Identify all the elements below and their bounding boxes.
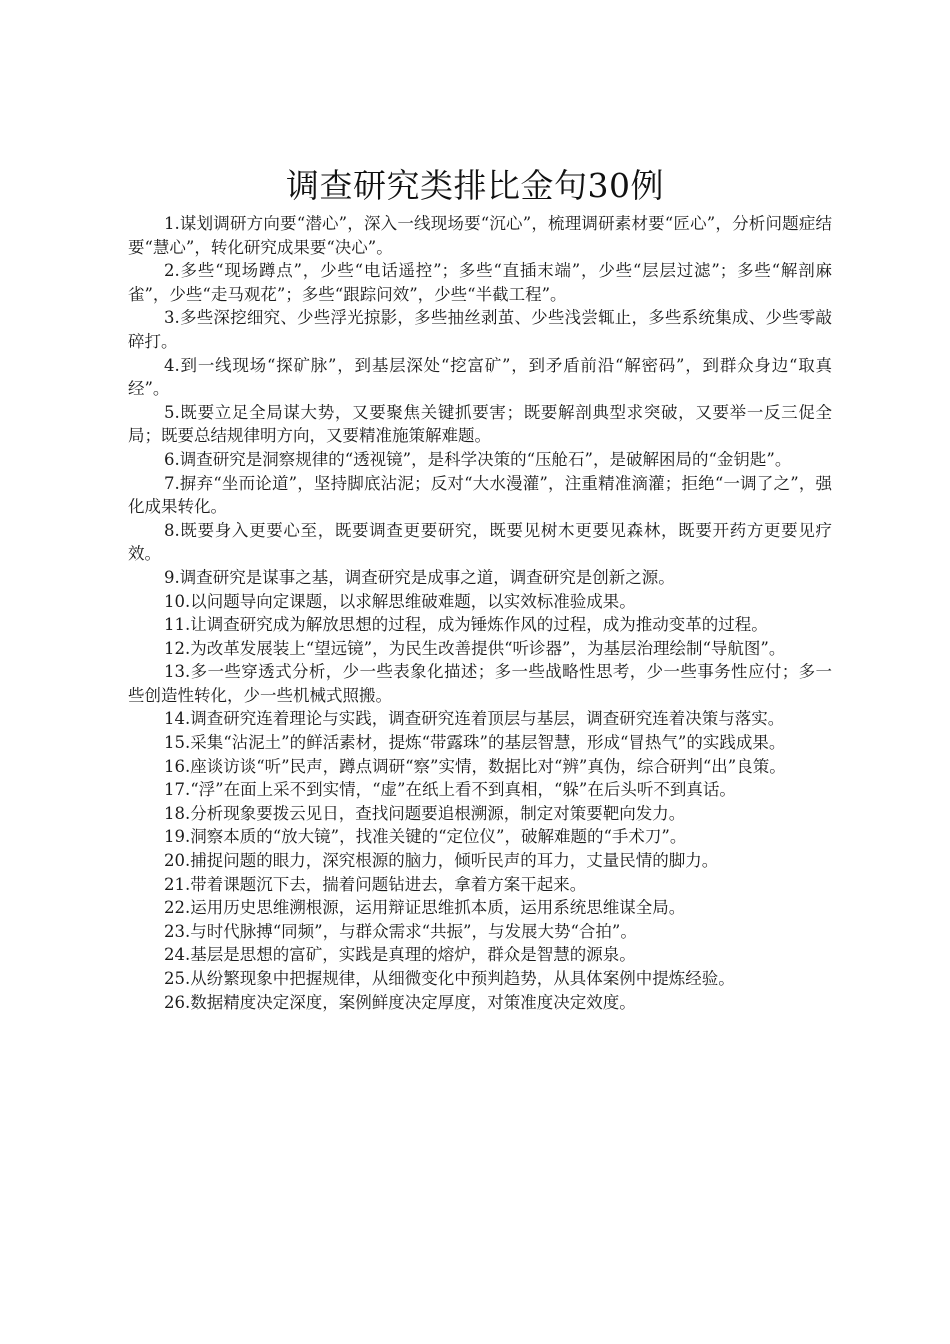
- list-item: 21.带着课题沉下去，揣着问题钻进去，拿着方案干起来。: [164, 874, 587, 894]
- list-item: 4.到一线现场“探矿脉”，到基层深处“挖富矿”，到矛盾前沿“解密码”，到群众身边“取真经”。: [128, 355, 832, 399]
- list-item: 13.多一些穿透式分析，少一些表象化描述；多一些战略性思考，少一些事务性应付；多一些创造性转化，少一些机械式照搬。: [128, 662, 832, 705]
- list-item: 12.为改革发展装上“望远镜”，为民生改善提供“听诊器”，为基层治理绘制“导航图”。: [164, 638, 786, 658]
- list-item: 17.“浮”在面上采不到实情，“虚”在纸上看不到真相，“躲”在后头听不到真话。: [164, 780, 736, 800]
- list-item: 14.调查研究连着理论与实践，调查研究连着顶层与基层，调查研究连着决策与落实。: [164, 709, 785, 729]
- list-item: 10.以问题导向定课题，以求解思维破难题，以实效标准验成果。: [164, 591, 636, 611]
- list-item: 7.摒弃“坐而论道”，坚持脚底沾泥；反对“大水漫灌”，注重精准滴灌；拒绝“一调了之”，强化成果转化。: [128, 473, 832, 517]
- list-item: 20.捕捉问题的眼力，深究根源的脑力，倾听民声的耳力，丈量民情的脚力。: [164, 851, 719, 871]
- list-item: 18.分析现象要拨云见日，查找问题要追根溯源，制定对策要靶向发力。: [164, 803, 686, 823]
- sentence-list: [128, 212, 832, 1014]
- list-item: 5.既要立足全局谋大势，又要聚焦关键抓要害；既要解剖典型求突破，又要举一反三促全局；既要总结规律明方向，又要精准施策解难题。: [128, 402, 832, 446]
- list-item: 9.调查研究是谋事之基，调查研究是成事之道，调查研究是创新之源。: [164, 567, 675, 587]
- list-item: 25.从纷繁现象中把握规律，从细微变化中预判趋势，从具体案例中提炼经验。: [164, 969, 735, 988]
- list-item: 16.座谈访谈“听”民声，蹲点调研“察”实情，数据比对“辨”真伪，综合研判“出”良策。: [164, 756, 786, 776]
- list-item: 1.谋划调研方向要“潜心”，深入一线现场要“沉心”，梳理调研素材要“匠心”，分析问题症结要“慧心”，转化研究成果要“决心”。: [128, 214, 832, 257]
- list-item: 24.基层是思想的富矿，实践是真理的熔炉，群众是智慧的源泉。: [164, 945, 636, 965]
- list-item: 6.调查研究是洞察规律的“透视镜”，是科学决策的“压舱石”，是破解困局的“金钥匙”。: [164, 449, 792, 469]
- list-item: 26.数据精度决定深度，案例鲜度决定厚度，对策准度决定效度。: [164, 992, 636, 1012]
- list-item: 19.洞察本质的“放大镜”，找准关键的“定位仪”，破解难题的“手术刀”。: [164, 827, 687, 847]
- list-item: 22.运用历史思维溯根源，运用辩证思维抓本质，运用系统思维谋全局。: [164, 898, 686, 918]
- list-item: 2.多些“现场蹲点”，少些“电话遥控”；多些“直插末端”，少些“层层过滤”；多些“解剖麻雀”，少些“走马观花”；多些“跟踪问效”，少些“半截工程”。: [128, 261, 832, 304]
- list-item: 3.多些深挖细究、少些浮光掠影，多些抽丝剥茧、少些浅尝辄止，多些系统集成、少些零敲碎打。: [128, 308, 832, 351]
- list-item: 15.采集“沾泥土”的鲜活素材，提炼“带露珠”的基层智慧，形成“冒热气”的实践成果。: [164, 733, 786, 753]
- list-item: 8.既要身入更要心至，既要调查更要研究，既要见树木更要见森林，既要开药方更要见疗效。: [128, 520, 832, 564]
- list-item: 23.与时代脉搏“同频”，与群众需求“共振”，与发展大势“合拍”。: [164, 921, 637, 941]
- document-title: 调查研究类排比金句30例: [286, 166, 664, 205]
- list-item: 11.让调查研究成为解放思想的过程，成为锤炼作风的过程，成为推动变革的过程。: [164, 615, 768, 635]
